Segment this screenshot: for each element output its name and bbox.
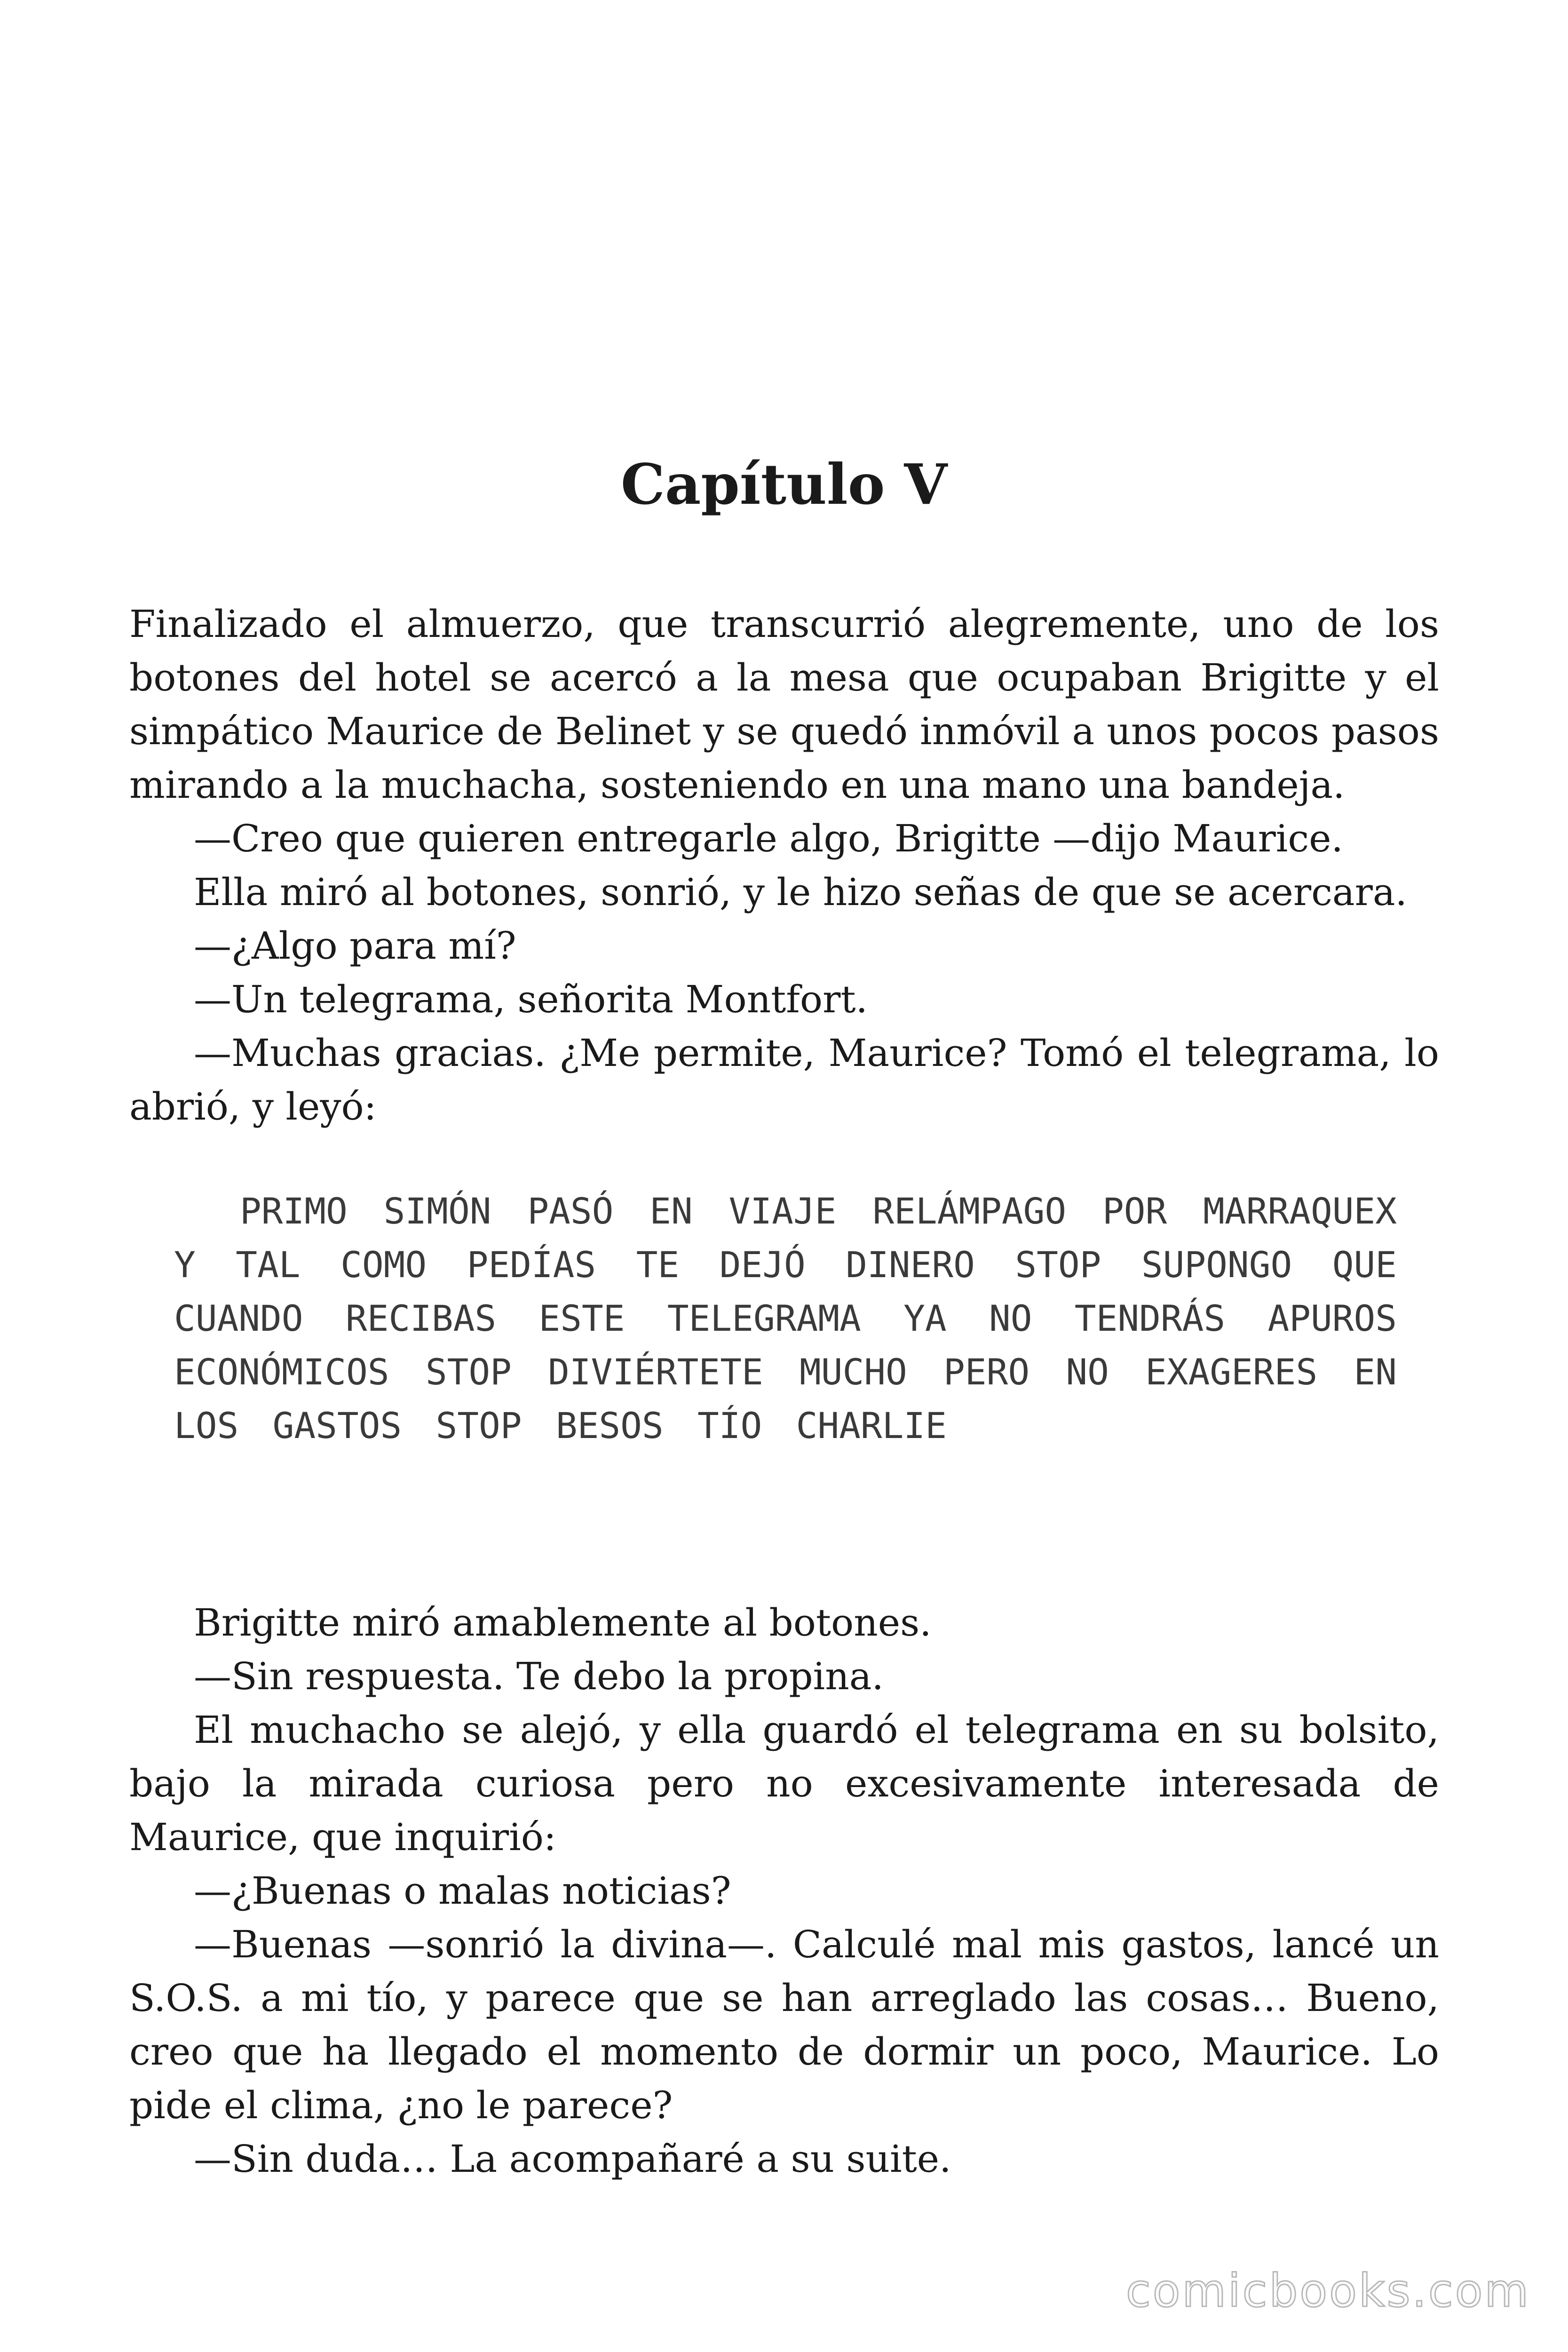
paragraph: Finalizado el almuerzo, que transcurrió alegremente, uno de los botones del hotel se acercó a la mesa que ocupaban Brigitte y el simpático Maurice de Belinet y se quedó inmóvil a unos pocos pasos mirando a la muchacha, sosteniendo en una mano una bandeja.: [129, 602, 1439, 807]
paragraph: Brigitte miró amablemente al botones.: [194, 1601, 932, 1645]
paragraph: —¿Algo para mí?: [194, 924, 516, 968]
telegram-text: PRIMO SIMÓN PASÓ EN VIAJE RELÁMPAGO POR MARRAQUEX Y TAL COMO PEDÍAS TE DEJÓ DINERO STOP SUPONGO QUE CUANDO RECIBAS ESTE TELEGRAMA YA NO TENDRÁS APUROS ECONÓMICOS STOP DIVIÉRTETE MUCHO PERO NO EXAGERES EN LOS GASTOS STOP BESOS TÍO CHARLIE: [174, 1190, 1397, 1446]
watermark: comicbooks.com: [1125, 2265, 1530, 2317]
paragraph: —Muchas gracias. ¿Me permite, Maurice? Tomó el telegrama, lo abrió, y leyó:: [129, 1031, 1439, 1128]
paragraph: —¿Buenas o malas noticias?: [194, 1869, 731, 1913]
paragraph: —Sin respuesta. Te debo la propina.: [194, 1654, 884, 1698]
paragraph: —Creo que quieren entregarle algo, Brigitte —dijo Maurice.: [194, 817, 1343, 860]
paragraph: —Buenas —sonrió la divina—. Calculé mal mis gastos, lancé un S.O.S. a mi tío, y parece que se han arreglado las cosas… Bueno, creo que ha llegado el momento de dormir un poco, Maurice. Lo pide el clima, ¿no le parece?: [129, 1923, 1439, 2127]
paragraph: El muchacho se alejó, y ella guardó el telegrama en su bolsito, bajo la mirada curiosa pero no excesivamente interesada de Maurice, que inquirió:: [129, 1708, 1439, 1859]
chapter-title: Capítulo V: [620, 452, 948, 517]
text-block-before-telegram: [129, 597, 1439, 1134]
text-block-after-telegram: [129, 1596, 1439, 2186]
paragraph: —Un telegrama, señorita Montfort.: [194, 977, 868, 1021]
paragraph: —Sin duda… La acompañaré a su suite.: [194, 2137, 951, 2181]
paragraph: Ella miró al botones, sonrió, y le hizo señas de que se acercara.: [194, 870, 1407, 914]
